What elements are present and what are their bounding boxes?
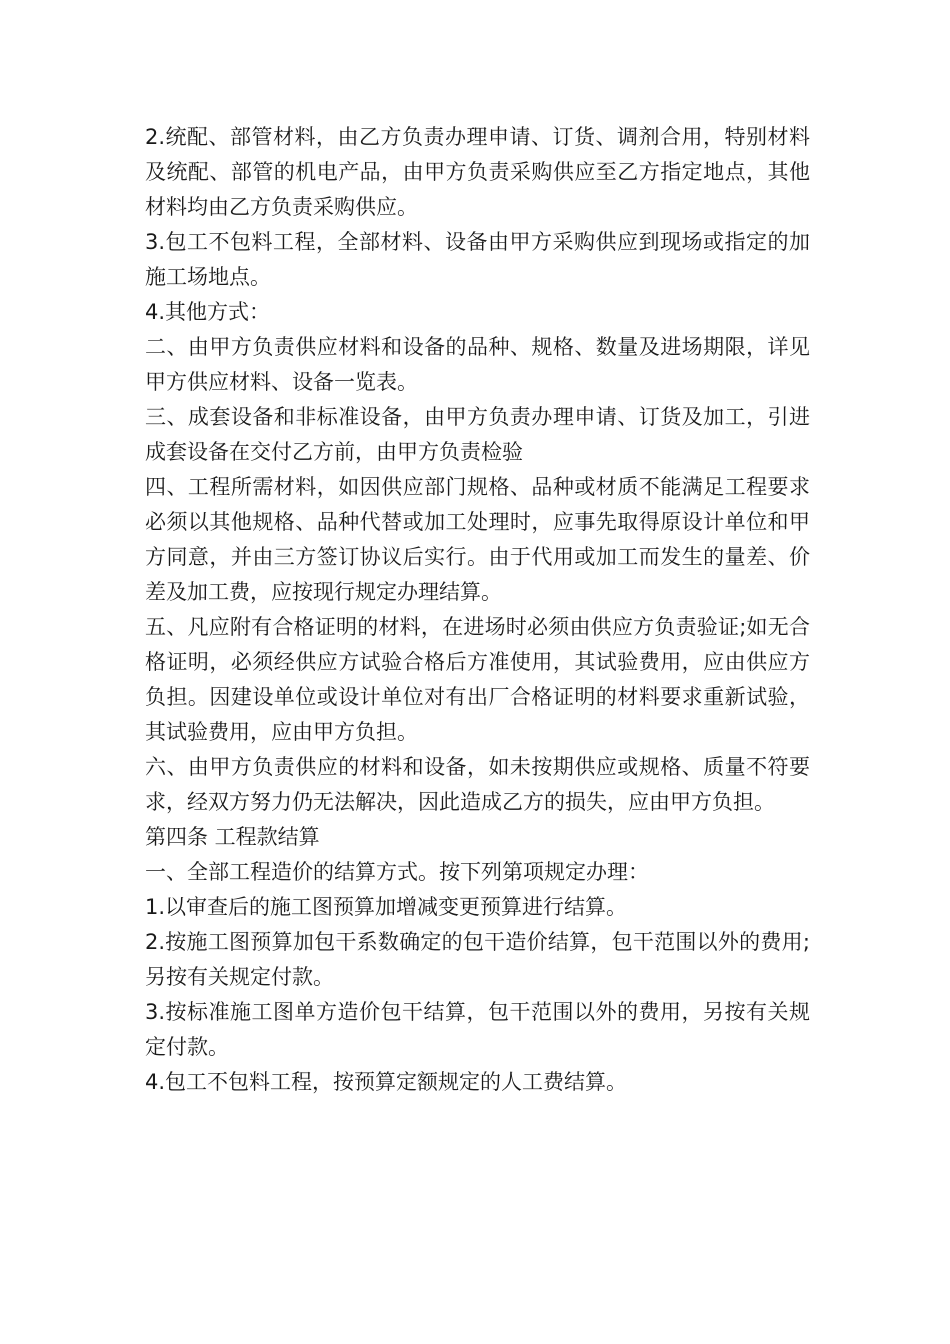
paragraph-settlement-option-2: 2.按施工图预算加包干系数确定的包干造价结算，包干范围以外的费用;另按有关规定付款。	[145, 930, 810, 989]
paragraph-complete-equipment: 三、成套设备和非标准设备，由甲方负责办理申请、订货及加工，引进成套设备在交付乙方前，由甲方负责检验	[145, 405, 810, 464]
paragraph-supply-delay: 六、由甲方负责供应的材料和设备，如未按期供应或规格、质量不符要求，经双方努力仍无法解决，因此造成乙方的损失，应由甲方负担。	[145, 755, 810, 814]
paragraph-settlement-option-3: 3.按标准施工图单方造价包干结算，包干范围以外的费用，另按有关规定付款。	[145, 1000, 810, 1059]
paragraph-supply-list: 二、由甲方负责供应材料和设备的品种、规格、数量及进场期限，详见甲方供应材料、设备一览表。	[145, 335, 810, 394]
paragraph-material-allocation: 2.统配、部管材料，由乙方负责办理申请、订货、调剂合用，特别材料及统配、部管的机电产品，由甲方负责采购供应至乙方指定地点，其他材料均由乙方负责采购供应。	[145, 125, 810, 219]
paragraph-material-substitution: 四、工程所需材料，如因供应部门规格、品种或材质不能满足工程要求必须以其他规格、品种代替或加工处理时，应事先取得原设计单位和甲方同意，并由三方签订协议后实行。由于代用或加工而发生的量差、价差及加工费，应按现行规定办理结算。	[145, 475, 810, 604]
section-heading-settlement: 第四条 工程款结算	[145, 825, 320, 849]
paragraph-other-methods: 4.其他方式：	[145, 300, 271, 324]
document-body	[145, 120, 810, 1100]
paragraph-certification: 五、凡应附有合格证明的材料，在进场时必须由供应方负责验证;如无合格证明，必须经供应方试验合格后方准使用，其试验费用，应由供应方负担。因建设单位或设计单位对有出厂合格证明的材料要求重新试验，其试验费用，应由甲方负担。	[145, 615, 810, 744]
paragraph-labor-only-project: 3.包工不包料工程，全部材料、设备由甲方采购供应到现场或指定的加施工场地点。	[145, 230, 810, 289]
paragraph-settlement-option-1: 1.以审查后的施工图预算加增减变更预算进行结算。	[145, 895, 628, 919]
paragraph-settlement-option-4: 4.包工不包料工程，按预算定额规定的人工费结算。	[145, 1070, 628, 1094]
paragraph-settlement-method: 一、全部工程造价的结算方式。按下列第项规定办理：	[145, 860, 649, 884]
